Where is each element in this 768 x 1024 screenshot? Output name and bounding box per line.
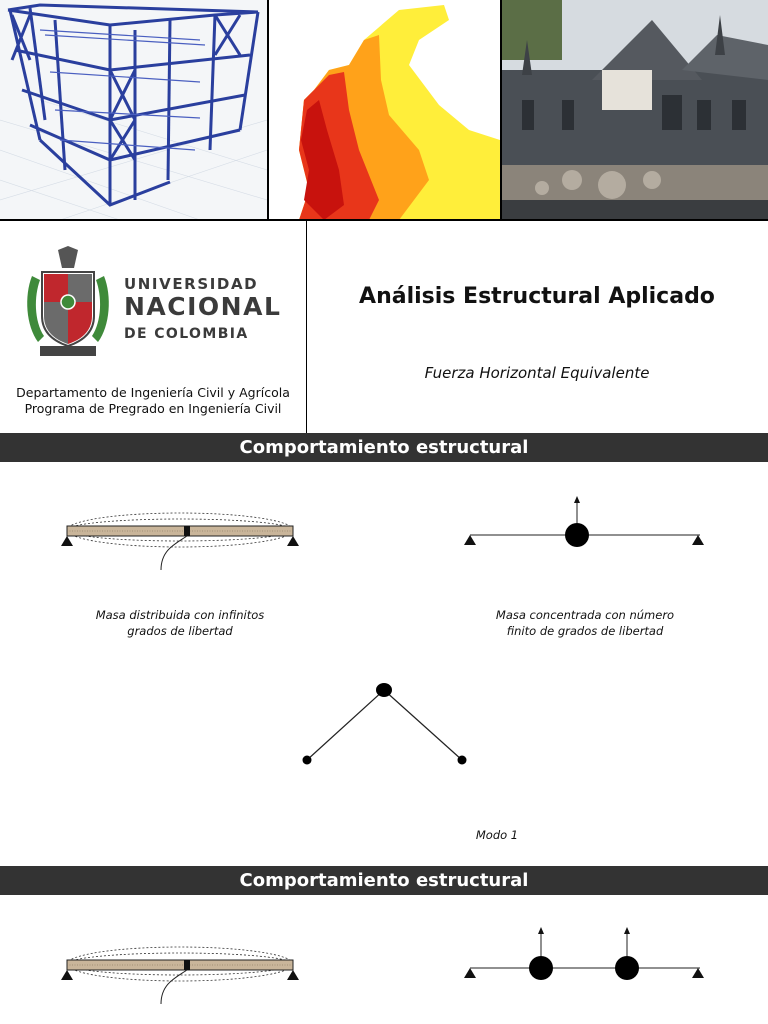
course-title: Análisis Estructural Aplicado xyxy=(359,284,715,309)
caption-distributed-line1: Masa distribuida con infinitos xyxy=(95,608,265,622)
caption-distributed-line2: grados de libertad xyxy=(127,624,233,638)
section-band-title: Comportamiento estructural xyxy=(0,866,768,895)
distributed-mass-beam-diagram xyxy=(55,934,305,1009)
concentrated-mass-diagram xyxy=(460,495,710,555)
department-name: Departamento de Ingeniería Civil y Agrícola xyxy=(16,385,290,400)
damaged-building-image xyxy=(502,0,768,220)
distributed-mass-beam-diagram xyxy=(55,500,305,575)
divider xyxy=(0,219,768,221)
caption-concentrated-line2: finito de grados de libertad xyxy=(506,624,664,638)
mode-label: Modo 1 xyxy=(475,828,519,842)
concentrated-mass-two-dof-diagram xyxy=(460,925,710,985)
university-name-line1: UNIVERSIDAD xyxy=(124,275,259,293)
structural-frame-image xyxy=(0,0,267,220)
divider xyxy=(306,220,307,433)
section-band-title: Comportamiento estructural xyxy=(0,433,768,462)
university-name-line3: DE COLOMBIA xyxy=(124,326,249,342)
mode-shape-diagram xyxy=(295,678,475,773)
university-name-line2: NACIONAL xyxy=(124,292,282,321)
caption-concentrated-line1: Masa concentrada con número xyxy=(495,608,675,622)
university-seal-logo xyxy=(24,246,112,358)
course-subtitle: Fuerza Horizontal Equivalente xyxy=(424,364,650,382)
program-name: Programa de Pregrado en Ingeniería Civil xyxy=(24,401,282,416)
seismic-map-image xyxy=(269,0,500,220)
